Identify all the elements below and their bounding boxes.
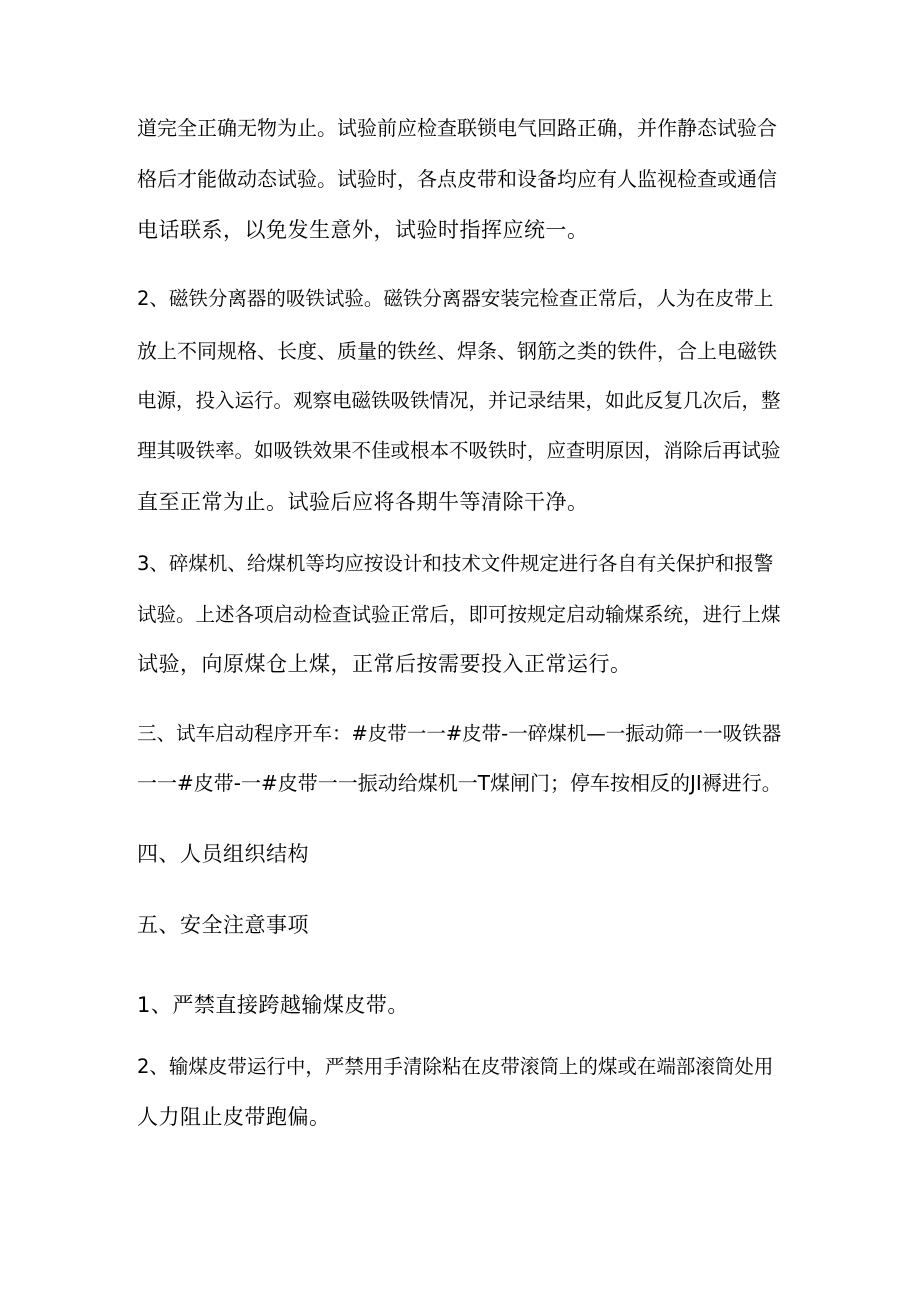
text-line: 放上不同规格、长度、质量的铁丝、焊条、钢筋之类的铁件，合上电磁铁 [137, 339, 777, 363]
text-line: 1、严禁直接跨越输煤皮带。 [137, 993, 409, 1017]
text-line: 试验，向原煤仓上煤，正常后按需要投入正常运行。 [137, 652, 632, 676]
heading-line: 四、人员组织结构 [137, 842, 309, 866]
text-line: 三、试车启动程序开车：#皮带一一#皮带-一碎煤机—一振动筛一一吸铁器 [137, 722, 782, 745]
text-line: 一一#皮带-一#皮带一一振动给煤机一T煤闸门；停车按相反的JI褥进行。 [137, 771, 782, 795]
text-line: 电话联系，以免发生意外，试验时指挥应统一。 [137, 218, 589, 242]
text-line: 3、碎煤机、给煤机等均应按设计和技术文件规定进行各自有关保护和报警 [137, 552, 774, 575]
text-line: 人力阻止皮带跑偏。 [137, 1105, 331, 1129]
text-line: 格后才能做动态试验。试验时，各点皮带和设备均应有人监视检查或通信 [137, 167, 777, 191]
text-line: 试验。上述各项启动检查试验正常后，即可按规定启动输煤系统，进行上煤 [137, 603, 781, 626]
text-line: 2、输煤皮带运行中，严禁用手清除粘在皮带滚筒上的煤或在端部滚筒处用 [137, 1055, 774, 1078]
text-line: 电源，投入运行。观察电磁铁吸铁情况，并记录结果，如此反复几次后，整 [137, 389, 781, 412]
heading-line: 五、安全注意事项 [137, 913, 309, 937]
text-line: 直至正常为止。试验后应将各期牛等清除干净。 [137, 490, 589, 514]
text-line: 理其吸铁率。如吸铁效果不佳或根本不吸铁时，应查明原因，消除后再试验 [137, 439, 781, 462]
text-line: 道完全正确无物为止。试验前应检查联锁电气回路正确，并作静态试验合 [137, 116, 777, 140]
text-line: 2、磁铁分离器的吸铁试验。磁铁分离器安装完检查正常后，人为在皮带上 [137, 287, 774, 310]
